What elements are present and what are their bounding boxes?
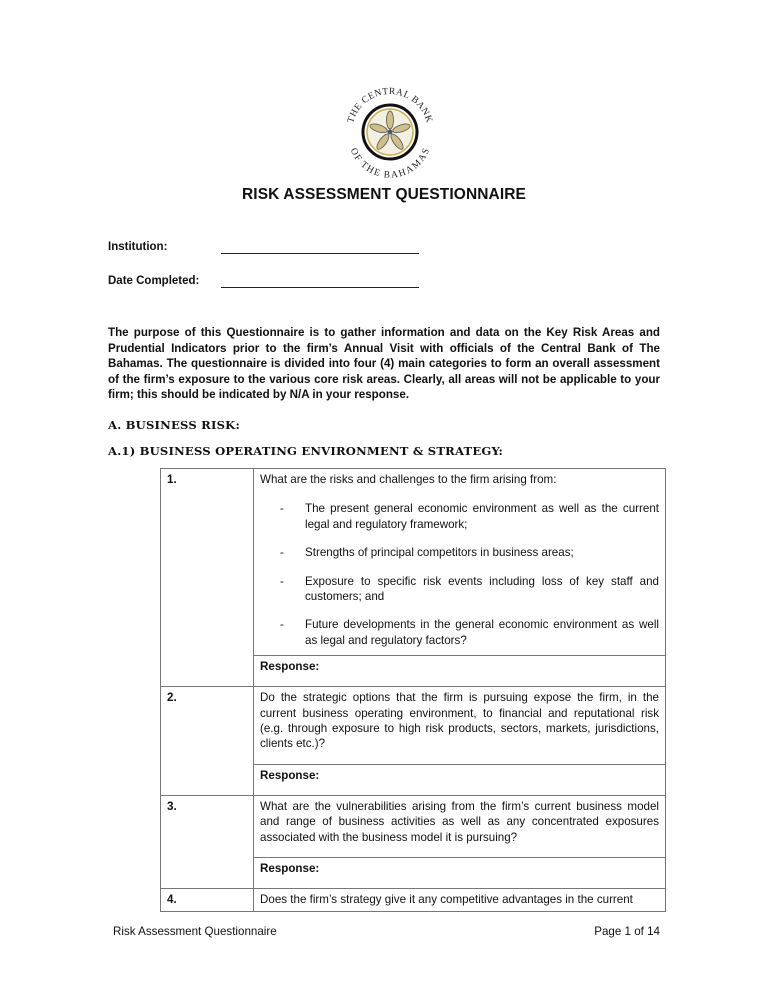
date-completed-label: Date Completed:: [108, 275, 200, 287]
question-prompt: What are the risks and challenges to the firm arising from:: [260, 473, 557, 486]
institution-label: Institution:: [108, 241, 168, 253]
question-bullet-list: [260, 501, 659, 648]
bullet-item: - The present general economic environment as well as the current legal and regulatory framework;: [280, 502, 659, 531]
footer-page-number: Page 1 of 14: [594, 925, 660, 938]
response-field[interactable]: Response:: [254, 656, 666, 687]
sand-dollar-seal-icon: [338, 80, 442, 180]
question-text: Does the firm’s strategy give it any competitive advantages in the current: [254, 889, 666, 911]
section-heading: A. BUSINESS RISK:: [108, 418, 240, 432]
questions-table: [160, 468, 666, 912]
page-title: RISK ASSESSMENT QUESTIONNAIRE: [242, 186, 526, 203]
bullet-item: - Strengths of principal competitors in business areas;: [280, 546, 574, 560]
question-number: 1.: [161, 469, 254, 687]
question-number: 2.: [161, 687, 254, 796]
question-row: [161, 469, 666, 656]
question-number: 3.: [161, 795, 254, 888]
svg-text:THE CENTRAL BANK: THE CENTRAL BANK: [346, 86, 434, 125]
question-row: [161, 889, 666, 911]
question-row: [161, 687, 666, 765]
bullet-item: - Future developments in the general economic environment as well as legal and regulatory factors?: [280, 618, 659, 647]
question-number: 4.: [161, 889, 254, 911]
footer-title: Risk Assessment Questionnaire: [113, 925, 277, 938]
question-text: What are the vulnerabilities arising from the firm’s current business model and range of business activities as well as any concentrated exposures associated with the business model it is pursuing?: [254, 795, 666, 857]
intro-paragraph: The purpose of this Questionnaire is to gather information and data on the Key Risk Areas and Prudential Indicators prior to the firm’s Annual Visit with officials of the Central Bank of The Bahamas. The questionnaire is divided into four (4) main categories to form an overall assessment of the firm’s exposure to the various core risk areas. Clearly, all areas will not be applicable to your firm; this should be indicated by N/A in your response.: [108, 326, 660, 402]
response-field[interactable]: Response:: [254, 764, 666, 795]
date-completed-blank-line[interactable]: [221, 287, 419, 288]
question-row: [161, 795, 666, 857]
central-bank-logo: [338, 80, 442, 180]
svg-text:OF THE BAHAMAS: OF THE BAHAMAS: [347, 146, 433, 180]
institution-blank-line[interactable]: [221, 253, 419, 254]
bullet-item: - Exposure to specific risk events including loss of key staff and customers; and: [280, 574, 659, 604]
response-field[interactable]: Response:: [254, 858, 666, 889]
question-text: Do the strategic options that the firm is pursuing expose the firm, in the current business operating environment, to financial and reputational risk (e.g. through exposure to high risk products, sectors, markets, jurisdictions, clients etc.)?: [254, 687, 666, 765]
question-text: [254, 469, 666, 656]
subsection-heading: A.1) BUSINESS OPERATING ENVIRONMENT & STRATEGY:: [108, 444, 504, 458]
